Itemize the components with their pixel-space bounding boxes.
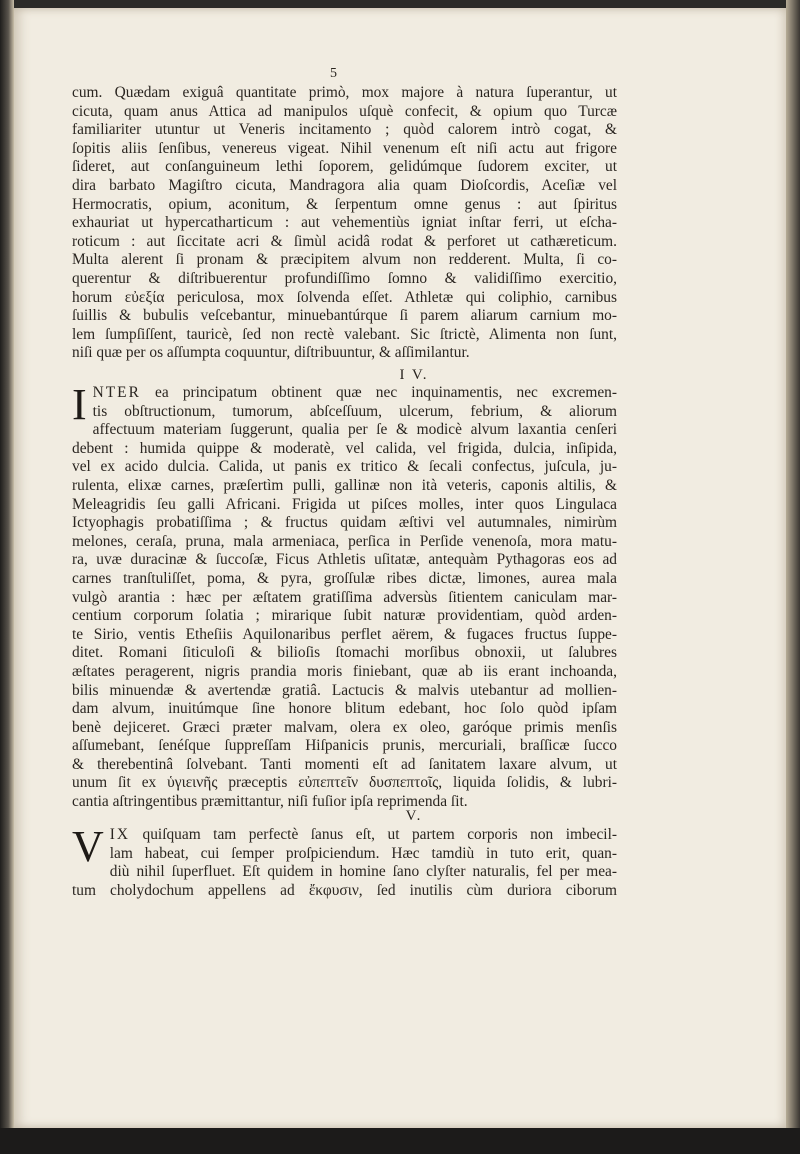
text-line: bilis minuendæ & avertendæ gratiâ. Lactucis & malvis utebantur ad mollien-	[72, 681, 617, 699]
text-line: carnes tranſtuliſſet, poma, & pyra, groſſulæ ribes dictæ, limones, aurea mala	[72, 569, 617, 587]
drop-cap: I	[72, 380, 87, 429]
page-edge	[786, 0, 800, 1154]
section-iv-lines	[72, 403, 617, 812]
text-line: Meleagridis ſeu galli Africani. Frigida ut piſces molles, inter quos Lingulaca	[72, 495, 617, 513]
text-line: ſideret, aut conſanguineum lethi ſoporem, gelidúmque ſudorem exciter, ut	[72, 158, 617, 176]
text-line: cantia aſtringentibus præmittantur, niſi fuſior ipſa reprimenda ſit.	[72, 793, 468, 811]
text-line: diù nihil ſuperfluet. Eſt quidem in homine ſano clyſter naturalis, fel per mea-	[109, 863, 617, 881]
text-line: ra, uvæ duracinæ & ſuccoſæ, Ficus Athletis uſitatæ, antequàm Pythagoras eos ad	[72, 551, 617, 569]
text-line: debent : humida quippe & moderatè, vel calida, vel frigida, dulcia, inſipida,	[72, 439, 617, 457]
text-line: unum ſit ex ὑγιεινῆς præceptis εὐπεπτεῖν δυσπεπτοῖς, liquida ſolidis, & lubri-	[72, 774, 617, 792]
text-line: aſſumebant, ſenéſque ſuppreſſam Hiſpanicis prunis, mercuriali, braſſicæ ſucco	[72, 737, 617, 755]
book-gutter	[0, 0, 14, 1154]
text-line: Ictyophagis probatiſſima ; & fructus quidam æſtivi vel autumnales, nimirùm	[72, 514, 617, 532]
first-line: NTER ea principatum obtinent quæ nec inquinamentis, nec excremen-	[92, 384, 617, 401]
text-line: ditet. Romani ſiticuloſi & bilioſis ſtomachi morſibus obnoxii, ut ſalubres	[72, 644, 617, 662]
text-line: affectuum materiam ſuggerunt, qualia per ſe & modicè alvum laxantia cenſeri	[92, 421, 617, 439]
text-line: cum. Quædam exiguâ quantitate primò, mox majore à natura ſuperantur, ut	[72, 84, 617, 101]
scan-background	[0, 1128, 800, 1154]
section-heading-iv: I V.	[399, 367, 429, 383]
text-line: dira barbato Magiſtro cicuta, Mandragora alia quam Dioſcordis, Aceſiæ vel	[72, 176, 617, 194]
text-line: vel ex acido dulcia. Calida, ut panis ex tritico & ſecali confectus, juſcula, ju-	[72, 458, 617, 476]
text-line: horum εὐεξία periculosa, mox ſolvenda eſſet. Athletæ qui coliphio, carnibus	[72, 288, 617, 306]
text-line: benè dejiceret. Græci præter malvam, olera ex oleo, garóque primis menſis	[72, 718, 617, 736]
text-line: niſi quæ per os aſſumpta coquuntur, diſtribuuntur, & aſſimilantur.	[72, 344, 470, 362]
text-line: Hermocratis, opium, aconitum, & ſerpentum omne genus : aut ſpiritus	[72, 195, 617, 213]
book-page	[14, 8, 786, 1128]
first-line: IX quiſquam tam perfectè ſanus eſt, ut partem corporis non imbecil-	[109, 826, 617, 843]
text-line: lem ſumpſiſſent, tauricè, ſed non rectè valebant. Sic ſtrictè, Alimenta non ſunt,	[72, 325, 617, 343]
section-heading-v: V.	[405, 808, 423, 824]
page-number: 5	[330, 66, 337, 81]
text-line: te Sirio, ventis Etheſiis Aquilonaribus perflet aërem, & fugaces fructus ſuppe-	[72, 625, 617, 643]
text-line: cicuta, quam anus Attica ad manipulos uſquè confecit, & opium quo Turcæ	[72, 102, 617, 120]
text-line: dam alvum, inuitúmque ſine honore blitum edebant, hoc ſolo quòd ipſam	[72, 700, 617, 718]
text-line: vulgò arantia : hæc per æſtatem gratiſſima adversùs ſitientem caniculam mar-	[72, 588, 617, 606]
text-line: & therebentinâ ſolvebant. Tanti momenti eſt ad ſanitatem laxare alvum, ut	[72, 755, 617, 773]
first-word: NTER	[92, 384, 141, 401]
text-line: melones, ceraſa, pruna, mala armeniaca, perſica in Perſide venenoſa, mora matu-	[72, 532, 617, 550]
text-line: tum cholydochum appellens ad ἔκφυσιν, ſed inutilis cùm duriora ciborum	[72, 881, 617, 899]
text-line: ſopitis aliis ſenſibus, venereus vigeat. Nihil venenum eſt niſi actu aut frigore	[72, 139, 617, 157]
text-line: ſuillis & bubulis veſcebantur, minuebantúrque ſi parem aliarum carnium mo-	[72, 307, 617, 325]
text-line: familiariter utuntur ut Veneris incitamento ; quòd calorem intrò cogat, &	[72, 121, 617, 139]
paragraph-section-iv	[72, 380, 617, 812]
text-line: centium corporum ſolatia ; mirarique ſubit naturæ providentiam, quòd arden-	[72, 607, 617, 625]
section-v-lines	[72, 845, 617, 901]
text-line: æſtates peragerent, nigris prandia moris finiebant, quæ ab iis erant inchoanda,	[72, 662, 617, 680]
text-line: exhauriat ut hypercatharticum : aut vehementiùs igniat inſtar ferri, ut eſcha-	[72, 214, 617, 232]
drop-cap: V	[72, 822, 104, 871]
text-line: rulenta, elixæ carnes, præſertìm pulli, gallinæ non ità veteris, caponis altilis, &	[72, 476, 617, 494]
first-word: IX	[109, 826, 131, 843]
paragraph-section-v	[72, 822, 617, 900]
paragraph-section-3-end	[72, 84, 617, 363]
text-line: roticum : aut ſiccitate acri & ſimùl acidâ rodat & perforet ut cathæreticum.	[72, 232, 617, 250]
text-line: querentur & diſtribuerentur profundiſſimo ſomno & validiſſimo exercitio,	[72, 269, 617, 287]
text-line: Multa alerent ſi pronam & præcipitem alvum non redderent. Multa, ſi co-	[72, 251, 617, 269]
text-line: tis obſtructionum, tumorum, abſceſſuum, ulcerum, febrium, & aliorum	[92, 402, 617, 420]
text-line: lam habeat, cui ſemper proſpiciendum. Hæc tamdiù in tuto erit, quan-	[109, 844, 617, 862]
